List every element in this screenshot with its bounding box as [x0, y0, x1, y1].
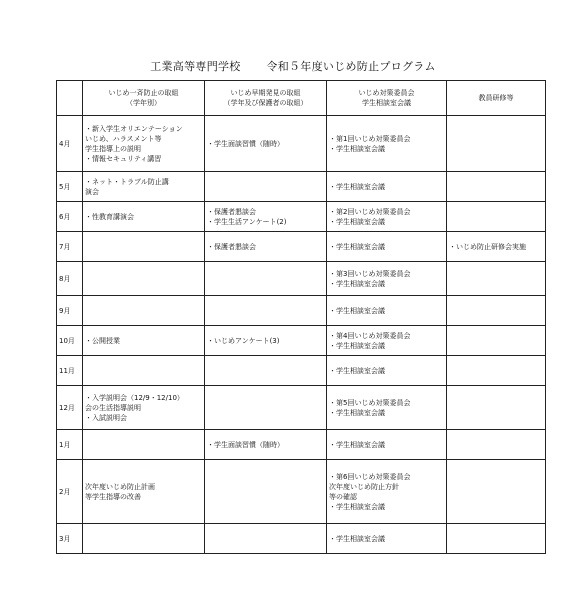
activity-cell: [205, 460, 327, 524]
activity-cell: [327, 430, 447, 460]
activity-cell: [205, 326, 327, 356]
activity-cell: [327, 202, 447, 232]
activity-text: ・第2回いじめ対策委員会: [329, 207, 411, 216]
activity-text: ・学生相談室会議: [329, 534, 385, 543]
activity-text: 演会: [85, 187, 99, 196]
activity-cell: [83, 296, 205, 326]
activity-cell: [83, 430, 205, 460]
activity-text: ・学生相談室会議: [329, 408, 385, 417]
table-row: [57, 460, 546, 524]
activity-text: ・ネット・トラブル防止講: [85, 177, 169, 186]
header-row: [57, 81, 546, 116]
activity-cell: [83, 460, 205, 524]
activity-text: ・性教育講演会: [85, 212, 134, 221]
activity-cell: [327, 326, 447, 356]
table-row: [57, 386, 546, 430]
activity-text: ・新入学生オリエンテーション: [85, 124, 183, 133]
activity-cell: [205, 172, 327, 202]
activity-text: 学生指導上の説明: [85, 144, 141, 153]
activity-text: 等学生指導の改善: [85, 492, 141, 501]
month-cell: 10月: [57, 326, 83, 356]
month-cell: 4月: [57, 116, 83, 172]
activity-cell: [205, 202, 327, 232]
activity-cell: [83, 202, 205, 232]
activity-text: ・学生相談室会議: [329, 217, 385, 226]
activity-cell: [83, 356, 205, 386]
activity-text: ・学生相談室会議: [329, 144, 385, 153]
activity-cell: [83, 172, 205, 202]
activity-cell: [327, 262, 447, 296]
activity-text: ・学生相談室会議: [329, 279, 385, 288]
activity-text: ・保護者懇談会: [207, 242, 256, 251]
column-header: 教員研修等: [447, 81, 546, 116]
activity-cell: [327, 356, 447, 386]
activity-cell: [205, 262, 327, 296]
school-name: 工業高等専門学校: [150, 60, 241, 73]
activity-cell: [83, 232, 205, 262]
activity-text: ・公開授業: [85, 336, 120, 345]
activity-text: 会の生活指導説明: [85, 403, 141, 412]
activity-cell: [447, 172, 546, 202]
activity-cell: [83, 116, 205, 172]
month-cell: 5月: [57, 172, 83, 202]
table-row: [57, 326, 546, 356]
activity-text: ・学生生活アンケート(2): [207, 217, 287, 226]
column-header: いじめ早期発見の取組 （学年及び保護者の取組）: [205, 81, 327, 116]
activity-cell: [327, 232, 447, 262]
activity-text: ・第5回いじめ対策委員会: [329, 398, 411, 407]
activity-cell: [447, 430, 546, 460]
column-header: いじめ一斉防止の取組 （学年別）: [83, 81, 205, 116]
activity-cell: [83, 262, 205, 296]
activity-cell: [327, 524, 447, 554]
activity-cell: [327, 172, 447, 202]
activity-cell: [83, 524, 205, 554]
table-row: [57, 232, 546, 262]
activity-text: ・第4回いじめ対策委員会: [329, 331, 411, 340]
activity-text: ・学生相談室会議: [329, 182, 385, 191]
table-row: [57, 172, 546, 202]
activity-cell: [205, 356, 327, 386]
table-row: [57, 116, 546, 172]
table-row: [57, 356, 546, 386]
activity-text: ・学生面談習慣（随時）: [207, 440, 284, 449]
activity-text: ・入学説明会（12/9・12/10）: [85, 393, 184, 402]
activity-text: 次年度いじめ防止方針: [329, 482, 399, 491]
table-row: [57, 524, 546, 554]
activity-text: ・第3回いじめ対策委員会: [329, 269, 411, 278]
document-title: [0, 58, 586, 74]
program-table: [56, 80, 546, 554]
activity-text: ・いじめ防止研修会実施: [449, 242, 526, 251]
activity-cell: [205, 232, 327, 262]
activity-cell: [447, 232, 546, 262]
month-cell: 12月: [57, 386, 83, 430]
activity-cell: [327, 386, 447, 430]
activity-text: ・情報セキュリティ講習: [85, 154, 162, 163]
activity-cell: [447, 460, 546, 524]
activity-text: 次年度いじめ防止計画: [85, 482, 155, 491]
month-cell: 3月: [57, 524, 83, 554]
month-cell: 9月: [57, 296, 83, 326]
activity-text: ・保護者懇談会: [207, 207, 256, 216]
activity-text: 等の確認: [329, 492, 357, 501]
activity-cell: [205, 116, 327, 172]
activity-cell: [447, 296, 546, 326]
activity-text: ・学生相談室会議: [329, 440, 385, 449]
activity-cell: [205, 296, 327, 326]
activity-cell: [327, 460, 447, 524]
table-row: [57, 430, 546, 460]
activity-cell: [447, 326, 546, 356]
activity-text: ・学生相談室会議: [329, 366, 385, 375]
month-cell: 2月: [57, 460, 83, 524]
program-title: 令和５年度いじめ防止プログラム: [266, 60, 436, 73]
activity-cell: [83, 386, 205, 430]
activity-cell: [205, 386, 327, 430]
table-row: [57, 202, 546, 232]
activity-cell: [205, 524, 327, 554]
activity-text: ・第1回いじめ対策委員会: [329, 134, 411, 143]
activity-cell: [447, 262, 546, 296]
activity-cell: [447, 386, 546, 430]
activity-text: ・学生相談室会議: [329, 341, 385, 350]
activity-text: ・入試説明会: [85, 413, 127, 422]
activity-text: ・学生相談室会議: [329, 242, 385, 251]
activity-text: ・学生相談室会議: [329, 502, 385, 511]
month-cell: 6月: [57, 202, 83, 232]
activity-text: ・学生面談習慣（随時）: [207, 139, 284, 148]
activity-cell: [327, 296, 447, 326]
activity-text: ・第6回いじめ対策委員会: [329, 472, 411, 481]
activity-text: いじめ、ハラスメント等: [85, 134, 162, 143]
month-cell: 8月: [57, 262, 83, 296]
activity-cell: [83, 326, 205, 356]
activity-cell: [447, 356, 546, 386]
table-row: [57, 262, 546, 296]
activity-cell: [447, 202, 546, 232]
activity-cell: [447, 524, 546, 554]
month-cell: 1月: [57, 430, 83, 460]
activity-cell: [205, 430, 327, 460]
month-cell: 11月: [57, 356, 83, 386]
table-body: [57, 116, 546, 554]
activity-text: ・学生相談室会議: [329, 306, 385, 315]
month-cell: 7月: [57, 232, 83, 262]
activity-cell: [447, 116, 546, 172]
activity-text: ・いじめアンケート(3): [207, 336, 280, 345]
column-header: いじめ対策委員会 学生相談室会議: [327, 81, 447, 116]
month-header-cell: [57, 81, 83, 116]
table-row: [57, 296, 546, 326]
activity-cell: [327, 116, 447, 172]
